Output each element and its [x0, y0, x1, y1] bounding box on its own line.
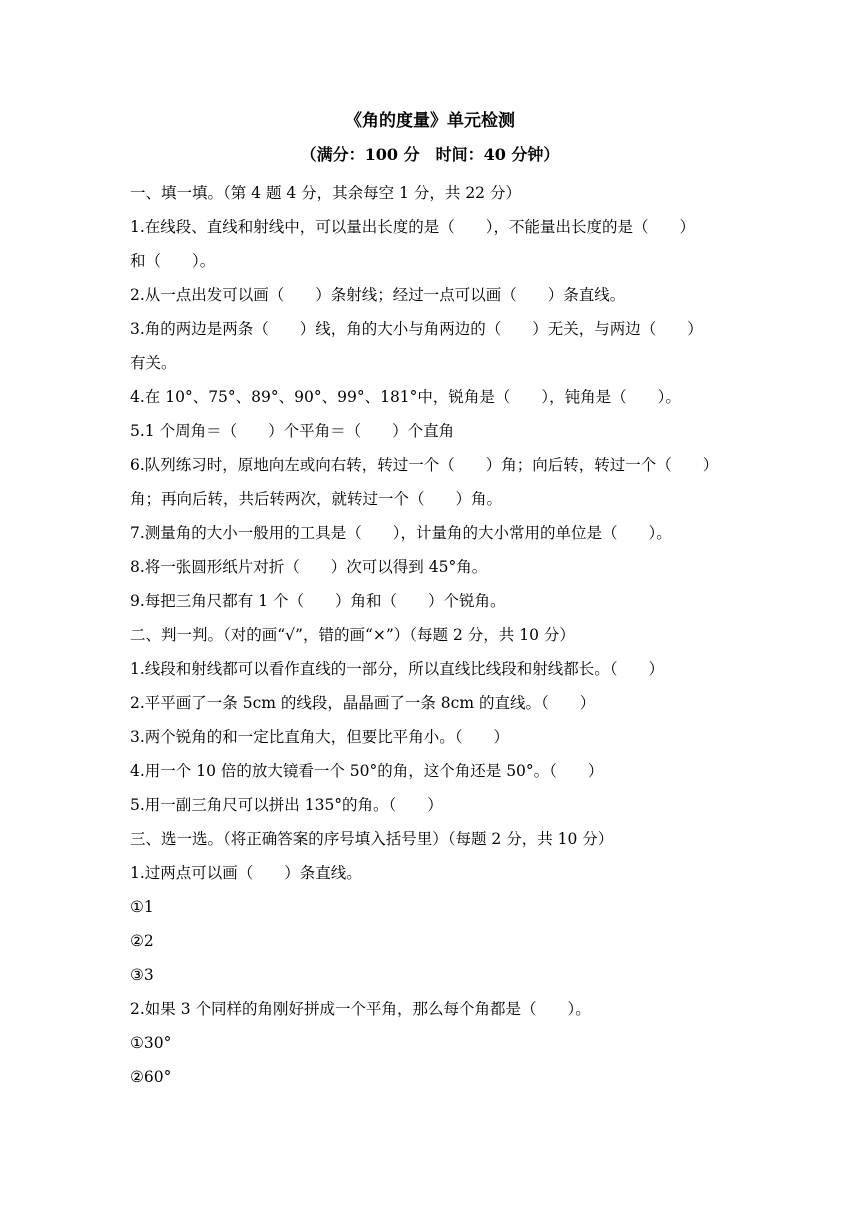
question-line: 2.从一点出发可以画（ ）条射线；经过一点可以画（ ）条直线。	[130, 286, 626, 304]
question-line: 1.线段和射线都可以看作直线的一部分，所以直线比线段和射线都长。（ ）	[130, 660, 665, 678]
question-line: 1.在线段、直线和射线中，可以量出长度的是（ ），不能量出长度的是（ ）	[130, 218, 696, 236]
question-line: 8.将一张圆形纸片对折（ ）次可以得到 45°角。	[130, 558, 488, 576]
question-line: 9.每把三角尺都有 1 个（ ）角和（ ）个锐角。	[130, 592, 506, 610]
question-line: 5.用一副三角尺可以拼出 135°的角。（ ）	[130, 796, 443, 814]
question-line: 7.测量角的大小一般用的工具是（ ），计量角的大小常用的单位是（ ）。	[130, 524, 672, 542]
question-line: 2.如果 3 个同样的角刚好拼成一个平角，那么每个角都是（ ）。	[130, 1000, 591, 1018]
question-line: 4.在 10°、75°、89°、90°、99°、181°中，锐角是（ ），钝角是（ ）。	[130, 388, 681, 406]
question-line: 6.队列练习时，原地向左或向右转，转过一个（ ）角；向后转，转过一个（ ）	[130, 456, 719, 474]
page-title: 《角的度量》单元检测	[345, 111, 515, 131]
answer-option: ①1	[130, 898, 154, 916]
question-line: 5.1 个周角＝（ ）个平角＝（ ）个直角	[130, 422, 455, 440]
question-line: 3.角的两边是两条（ ）线，角的大小与角两边的（ ）无关，与两边（ ）	[130, 320, 703, 338]
page-subtitle: （满分：100 分 时间：40 分钟）	[300, 145, 560, 164]
answer-option: ②2	[130, 932, 154, 950]
answer-option: ②60°	[130, 1068, 172, 1086]
question-line: 1.过两点可以画（ ）条直线。	[130, 864, 362, 882]
section-heading-fill: 一、填一填。（第 4 题 4 分，其余每空 1 分，共 22 分）	[130, 184, 521, 202]
question-line: 3.两个锐角的和一定比直角大，但要比平角小。（ ）	[130, 728, 510, 746]
question-line: 有关。	[130, 354, 177, 372]
question-line: 和（ ）。	[130, 252, 216, 270]
answer-option: ③3	[130, 966, 154, 984]
question-line: 角；再向后转，共后转两次，就转过一个（ ）角。	[130, 490, 503, 508]
answer-option: ①30°	[130, 1034, 172, 1052]
exam-body	[130, 176, 736, 1094]
question-line: 2.平平画了一条 5cm 的线段，晶晶画了一条 8cm 的直线。（ ）	[130, 694, 596, 712]
section-heading-judge: 二、判一判。（对的画“√”，错的画“×”）（每题 2 分，共 10 分）	[130, 626, 575, 644]
section-heading-choose: 三、选一选。（将正确答案的序号填入括号里）（每题 2 分，共 10 分）	[130, 830, 614, 848]
question-line: 4.用一个 10 倍的放大镜看一个 50°的角，这个角还是 50°。（ ）	[130, 762, 604, 780]
